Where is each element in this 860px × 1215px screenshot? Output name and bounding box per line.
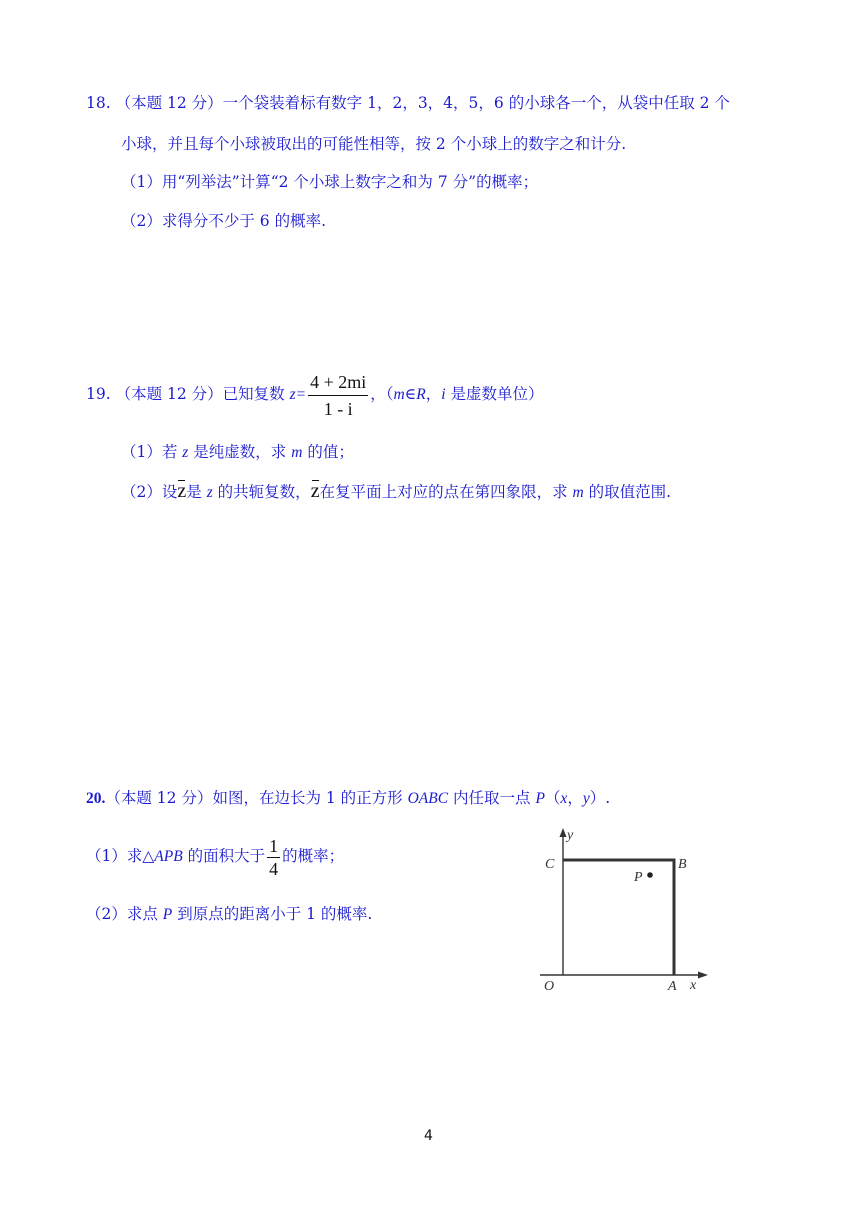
q20-part2-post: 到原点的距离小于 1 的概率. [172,905,373,923]
q19-part1-m: m [291,444,303,461]
q19-zbar-2: z [310,480,320,502]
q18-line1 [86,93,730,113]
q18-part1: （1）用“列举法”计算“2 个小球上数字之和为 7 分”的概率； [121,173,539,191]
q19-cond-post: 是虚数单位） [445,385,544,403]
q19-fraction [308,369,368,422]
q20-part2-P: P [162,906,173,923]
q18-part2: （2）求得分不少于 6 的概率. [121,212,327,230]
q20-intro-mid: 内任取一点 [448,789,536,807]
label-y: y [567,828,574,843]
q20-intro: （本题 12 分）如图，在边长为 1 的正方形 [105,789,408,807]
q19-part1-pre: （1）若 [121,443,183,461]
q19-part1 [121,442,354,463]
page-number: 4 [424,1128,433,1144]
q20-P: P [535,790,545,807]
q20-line1 [86,788,610,809]
q18-text-1: （本题 12 分）一个袋装着标有数字 1，2，3，4，5，6 的小球各一个，从袋中任取 2 个 [115,94,730,112]
q19-part2-c: 在复平面上对应的点在第四象限，求 [319,483,573,501]
square-outline [563,860,674,975]
q18-line2: 小球，并且每个小球被取出的可能性相等，按 2 个小球上的数字之和计分. [121,135,627,153]
label-A: A [668,979,677,994]
q20-part2 [86,904,372,925]
q19-part1-post: 的值； [302,443,354,461]
q20-coord-close: ）. [589,789,611,807]
q20-part1-post: 的概率； [282,847,345,865]
q19-line1 [86,367,543,422]
q19-cond-R: R [416,386,426,403]
q20-frac-den: 4 [269,858,279,879]
label-P: P [634,870,643,885]
q19-part2-z: z [206,484,213,501]
q19-part1-z: z [182,444,189,461]
q19-cond-sep: ， [425,385,442,403]
q19-cond-pre: ，（ [370,385,394,403]
q19-part2-a: 是 [186,483,207,501]
q19-cond-i: i [441,386,446,403]
q20-part2-pre: （2）求点 [86,905,163,923]
q20-x: x [560,790,568,807]
q19-part2-pre: （2）设 [121,483,178,501]
q19-part2-b: 的共轭复数， [212,483,311,501]
point-P [647,872,653,878]
q19-frac-num: 4 + 2mi [308,369,368,396]
q19-cond-in: ∈ [404,385,417,403]
q20-number: 20. [86,790,106,807]
q19-number: 19. [86,385,111,403]
q20-coord-open: （ [544,789,561,807]
label-O: O [544,979,555,994]
q19-part1-mid: 是纯虚数，求 [188,443,292,461]
q19-intro: （本题 12 分）已知复数 [115,385,285,403]
q20-oabc: OABC [407,790,449,807]
square-figure [530,825,730,1000]
q19-zbar-1: z [177,480,187,502]
label-x: x [690,978,697,993]
q20-y: y [582,790,590,807]
q19-frac-den: 1 - i [323,398,353,419]
q20-fraction [267,835,280,880]
label-B: B [678,857,687,872]
label-C: C [545,857,555,872]
q20-part1 [86,830,344,883]
x-axis-arrow [698,972,708,979]
q19-part2-m: m [572,484,584,501]
q19-z-eq: z= [289,386,307,403]
q18-number: 18. [86,94,111,112]
q20-comma: ， [567,789,583,807]
q19-part2-d: 的取值范围. [583,483,672,501]
q20-part1-apb: APB [154,848,183,865]
q20-frac-num: 1 [269,835,279,856]
q20-part1-mid: 的面积大于 [182,847,266,865]
q20-part1-pre: （1）求△ [86,847,155,865]
y-axis-arrow [560,828,567,837]
q19-cond-m: m [393,386,405,403]
q19-part2 [121,479,671,505]
